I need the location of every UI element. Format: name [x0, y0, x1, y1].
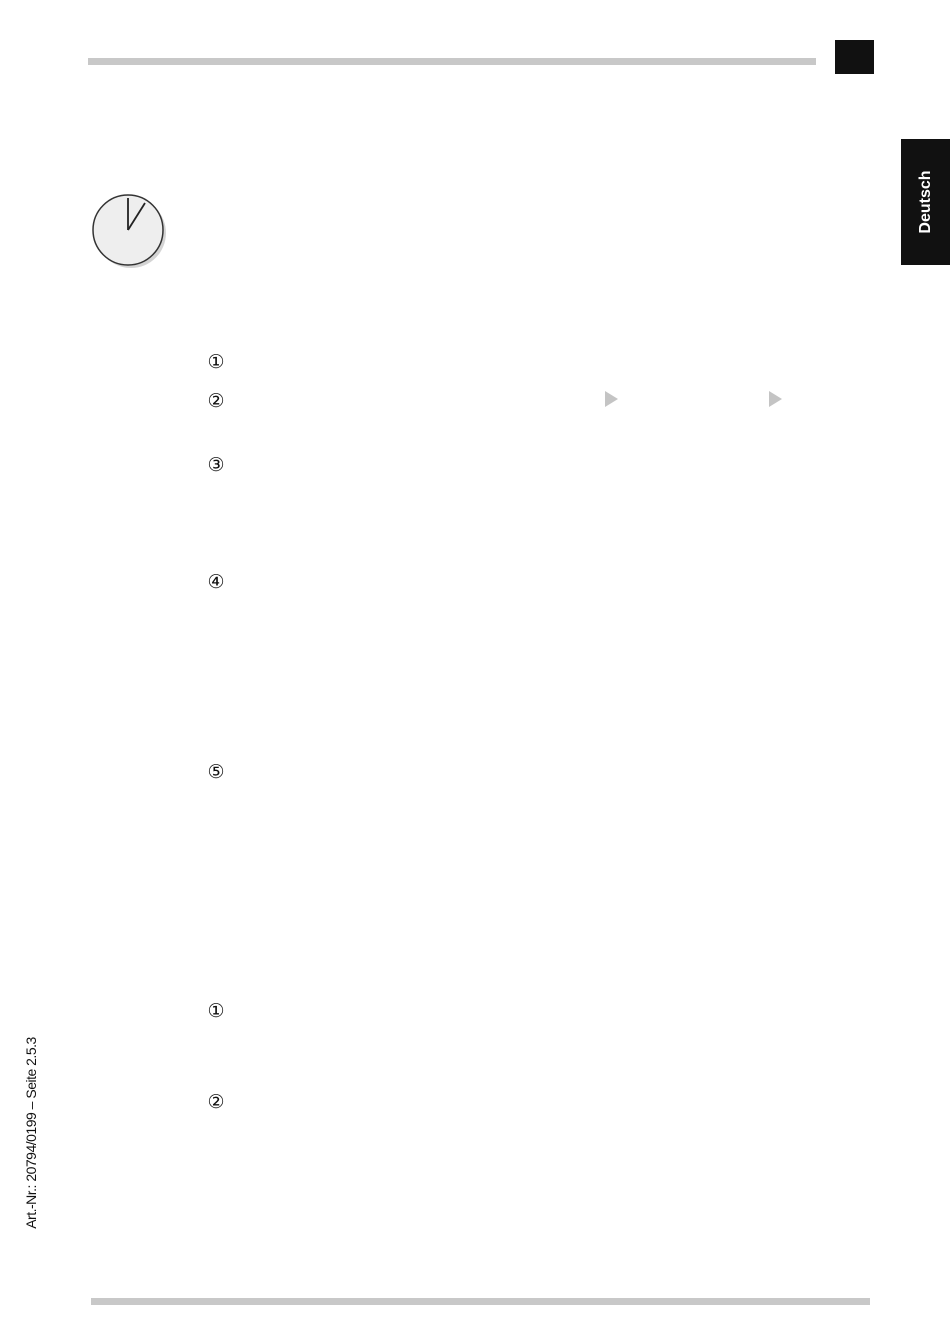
step-marker-2: ②: [207, 390, 225, 412]
step-marker-3: ③: [207, 454, 225, 476]
step-marker-4: ④: [207, 571, 225, 593]
bottom-rule: [91, 1298, 870, 1305]
play-arrow-icon: [605, 391, 618, 407]
language-tab-label: Deutsch: [916, 170, 934, 234]
language-tab[interactable]: [901, 139, 950, 265]
top-rule: [88, 58, 816, 65]
step-marker-1: ①: [207, 1000, 225, 1022]
page-corner-marker: [835, 40, 874, 74]
play-arrow-icon: [769, 391, 782, 407]
step-marker-5: ⑤: [207, 761, 225, 783]
clock-icon: [90, 192, 172, 274]
article-number: Art.-Nr.: 20794/0199 – Seite 2.5.3: [23, 1037, 39, 1229]
step-marker-2: ②: [207, 1091, 225, 1113]
step-marker-1: ①: [207, 351, 225, 373]
